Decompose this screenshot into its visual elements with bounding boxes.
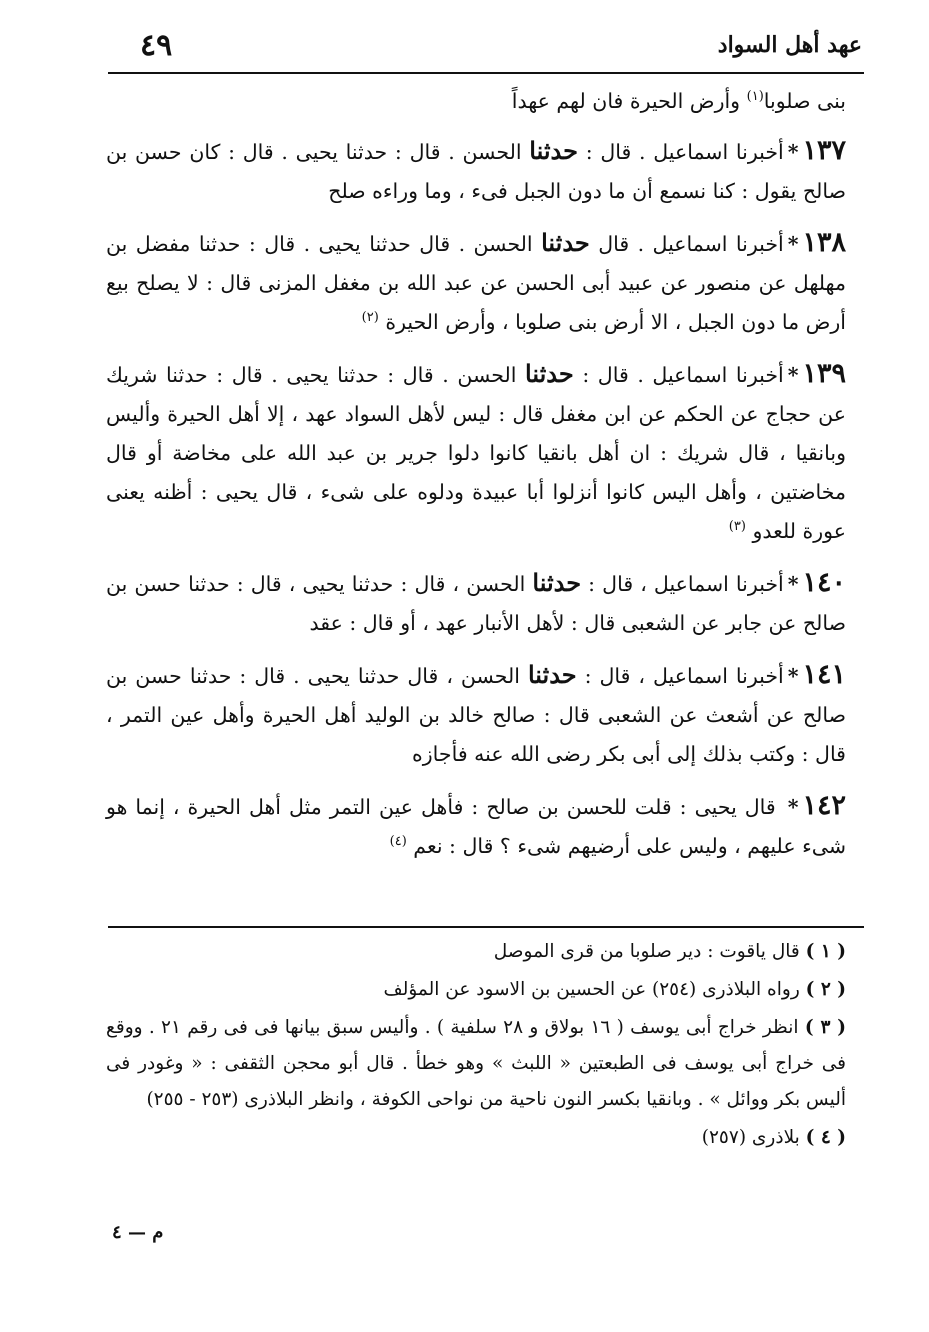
running-title: عهد أهل السواد	[717, 32, 862, 58]
hadith-text: قال يحيى : قلت للحسن بن صالح : فأهل عين التمر مثل أهل الحيرة ، إنما هو شىء عليهم ، وليس على أرضيهم شىء ؟ قال : نعم	[106, 795, 846, 858]
footnote	[106, 972, 846, 1008]
hadith-text: الحسن . قال : حدثنا يحيى . قال : كان حسن بن صالح يقول : كنا نسمع أن ما دون الجبل فىء ، وما وراءه صلح	[106, 140, 846, 203]
intro-text-after: وأرض الحيرة فان لهم عهداً	[511, 89, 741, 113]
hadith-number: ١٤٠	[802, 567, 846, 598]
footnote-ref: (٣)	[728, 519, 746, 535]
footnote-text: بلاذرى (٢٥٧)	[701, 1127, 800, 1148]
star-marker: *	[787, 664, 799, 688]
footnotes	[106, 934, 846, 1158]
hadith-text: الحسن . قال حدثنا يحيى . قال : حدثنا مفضل بن مهلهل عن منصور عن عبيد أبى الحسن عن عبد الله بن مغفل المزنى قال : لا يصلح بيع أرض ما دون الجبل ، الا أرض بنى صلوبا ، وأرض الحيرة	[106, 232, 846, 334]
hadith-number: ١٤١	[802, 659, 846, 690]
star-marker: *	[787, 140, 799, 164]
star-marker: *	[787, 232, 799, 256]
hadith-lead: أخبرنا اسماعيل ، قال :	[588, 572, 784, 596]
footnote-label: ( ١ )	[805, 941, 846, 962]
star-marker: *	[787, 572, 799, 596]
footnote-ref: (٢)	[361, 310, 379, 326]
haddathana-word: حدثنا	[525, 359, 574, 388]
hadith-paragraph	[106, 131, 846, 211]
hadith-number: ١٤٢	[802, 790, 846, 821]
footnote-label: ( ٤ )	[805, 1127, 846, 1148]
footnote-text: قال ياقوت : دير صلوبا من قرى الموصل	[493, 941, 800, 962]
signature-mark: م — ٤	[112, 1222, 164, 1243]
footnote	[106, 1120, 846, 1156]
hadith-lead: أخبرنا اسماعيل . قال :	[585, 140, 784, 164]
hadith-number: ١٣٨	[802, 227, 846, 258]
hadith-paragraph	[106, 223, 846, 342]
footnote-ref: (١)	[746, 89, 764, 105]
hadith-number: ١٣٩	[802, 358, 846, 389]
page-header	[110, 28, 862, 72]
hadith-paragraph	[106, 563, 846, 643]
footnote-rule	[108, 926, 864, 928]
haddathana-word: حدثنا	[541, 228, 590, 257]
hadith-lead: أخبرنا اسماعيل ، قال :	[584, 664, 784, 688]
haddathana-word: حدثنا	[527, 660, 577, 689]
main-text	[106, 82, 846, 878]
footnote	[106, 934, 846, 970]
hadith-number: ١٣٧	[802, 135, 846, 166]
intro-text-before: بنى صلوبا	[763, 89, 846, 113]
footnote-ref: (٤)	[389, 834, 407, 850]
footnote-text: رواه البلاذرى (٢٥٤) عن الحسين بن الاسود عن المؤلف	[383, 979, 800, 1000]
page-number: ٤٩	[140, 28, 173, 63]
hadith-paragraph	[106, 354, 846, 551]
footnote-label: ( ٢ )	[805, 979, 846, 1000]
hadith-text: الحسن . قال : حدثنا يحيى . قال : حدثنا شريك عن حجاج عن الحكم عن ابن مغفل قال : ليس لأهل السواد عهد ، إلا أهل الحيرة وأليس وبانقيا ، قال شريك : ان أهل بانقيا كانوا دلوا جرير بن عبد الله على مخاضة أو قال مخاضتين ، وأهل اليس كانوا أنزلوا أبا عبيدة ودلوه على شىء ، قال يحيى : أظنه يعنى عورة للعدو	[106, 363, 846, 543]
footnote	[106, 1010, 846, 1118]
footnote-label: ( ٣ )	[804, 1017, 847, 1038]
hadith-text: الحسن ، قال حدثنا يحيى . قال : حدثنا حسن بن صالح عن أشعث عن الشعبى قال : صالح خالد بن الوليد أهل الحيرة وأهل عين التمر ، قال : وكتب بذلك إلى أبى بكر رضى الله عنه فأجازه	[106, 664, 846, 766]
haddathana-word: حدثنا	[532, 568, 582, 597]
hadith-text: الحسن ، قال : حدثنا يحيى ، قال : حدثنا حسن بن صالح عن جابر عن الشعبى قال : لأهل الأنبار عهد ، أو قال : عقد	[106, 572, 846, 635]
star-marker: *	[787, 363, 799, 387]
footnote-text: انظر خراج أبى يوسف ( ١٦ بولاق و ٢٨ سلفية ) . وأليس سبق بيانها فى فى رقم ٢١ . ووقع فى خراج أبى يوسف فى الطبعتين « اللبث » وهو خطأ . قال أبو محجن الثقفى : « وغودر فى أليس بكر ووائل » . وبانقيا بكسر النون ناحية من نواحى الكوفة ، وانظر البلاذرى (٢٥٣ - ٢٥٥)	[106, 1017, 846, 1110]
intro-line	[106, 82, 846, 121]
header-rule	[108, 72, 864, 74]
star-marker: *	[787, 795, 799, 819]
haddathana-word: حدثنا	[529, 136, 578, 165]
hadith-lead: أخبرنا اسماعيل . قال	[598, 232, 784, 256]
hadith-lead: أخبرنا اسماعيل . قال :	[582, 363, 784, 387]
hadith-paragraph	[106, 786, 846, 866]
hadith-paragraph	[106, 655, 846, 774]
